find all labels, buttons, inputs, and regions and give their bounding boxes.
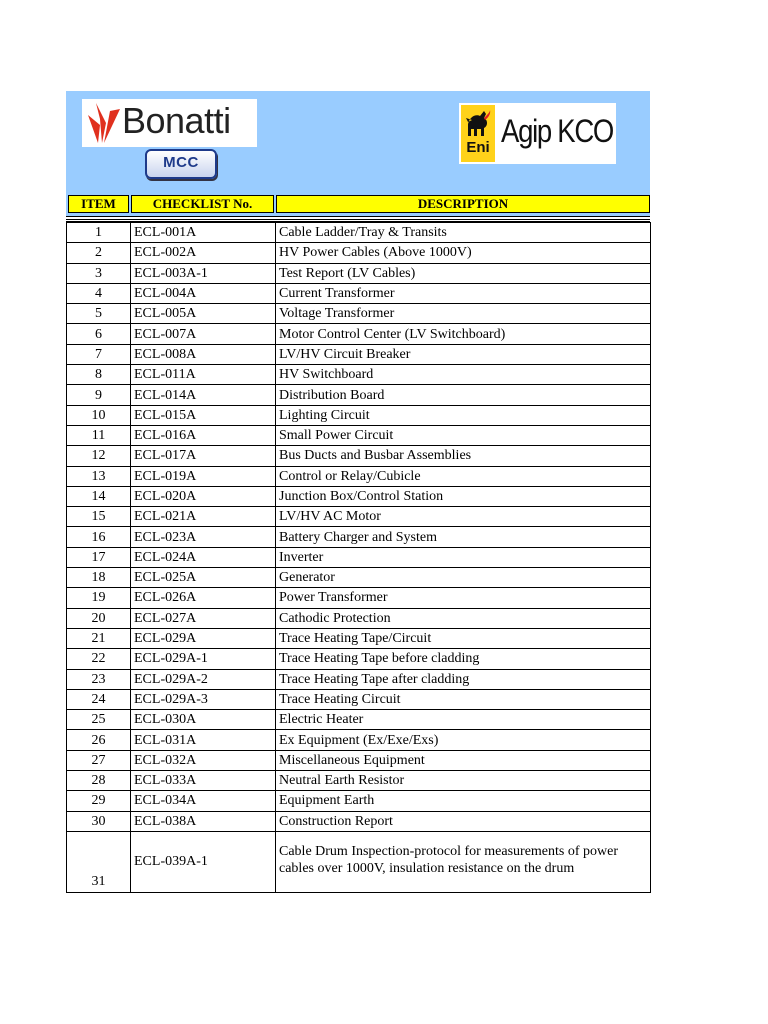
row-item-number: 14 [67,486,131,506]
table-row [67,649,651,669]
row-description: HV Power Cables (Above 1000V) [276,243,651,263]
eni-wordmark: Eni [466,139,490,156]
table-row [67,689,651,709]
table-row [67,710,651,730]
table-row [67,730,651,750]
row-checklist-no: ECL-007A [131,324,276,344]
row-description: LV/HV AC Motor [276,507,651,527]
row-checklist-no: ECL-029A-1 [131,649,276,669]
row-description: Bus Ducts and Busbar Assemblies [276,446,651,466]
row-description: Cathodic Protection [276,608,651,628]
row-checklist-no: ECL-029A-3 [131,689,276,709]
table-row [67,568,651,588]
row-checklist-no: ECL-032A [131,750,276,770]
row-description: Voltage Transformer [276,304,651,324]
table-row [67,425,651,445]
row-item-number: 31 [67,831,131,892]
row-description: Test Report (LV Cables) [276,263,651,283]
row-description: Trace Heating Tape before cladding [276,649,651,669]
row-checklist-no: ECL-004A [131,283,276,303]
row-description: Equipment Earth [276,791,651,811]
table-row [67,324,651,344]
agip-kco-logo [459,103,616,164]
row-checklist-no: ECL-026A [131,588,276,608]
logo-header [66,91,650,192]
eni-badge [461,105,495,162]
table-row [67,527,651,547]
row-checklist-no: ECL-016A [131,425,276,445]
row-item-number: 23 [67,669,131,689]
row-item-number: 15 [67,507,131,527]
row-description: Ex Equipment (Ex/Exe/Exs) [276,730,651,750]
row-item-number: 29 [67,791,131,811]
row-item-number: 13 [67,466,131,486]
table-row [67,223,651,243]
row-description: Small Power Circuit [276,425,651,445]
row-description: Trace Heating Circuit [276,689,651,709]
row-item-number: 27 [67,750,131,770]
table-row [67,588,651,608]
row-item-number: 26 [67,730,131,750]
row-checklist-no: ECL-002A [131,243,276,263]
row-item-number: 17 [67,547,131,567]
table-row [67,283,651,303]
row-checklist-no: ECL-005A [131,304,276,324]
table-row [67,405,651,425]
row-checklist-no: ECL-038A [131,811,276,831]
table-row [67,263,651,283]
row-item-number: 28 [67,771,131,791]
row-item-number: 6 [67,324,131,344]
row-description: LV/HV Circuit Breaker [276,344,651,364]
row-item-number: 2 [67,243,131,263]
table-row [67,507,651,527]
table-row [67,791,651,811]
table-row [67,466,651,486]
checklist-rows [67,223,651,893]
row-item-number: 8 [67,365,131,385]
row-item-number: 24 [67,689,131,709]
row-description: Construction Report [276,811,651,831]
row-item-number: 25 [67,710,131,730]
row-checklist-no: ECL-027A [131,608,276,628]
table-row [67,669,651,689]
table-row [67,547,651,567]
bonatti-wordmark: Bonatti [122,100,231,141]
table-row [67,243,651,263]
table-row [67,304,651,324]
header-description: DESCRIPTION [276,195,650,213]
row-checklist-no: ECL-024A [131,547,276,567]
mcc-logo [145,149,219,183]
row-description: Trace Heating Tape after cladding [276,669,651,689]
table-row [67,811,651,831]
row-description: Inverter [276,547,651,567]
table-row [67,344,651,364]
row-description: Miscellaneous Equipment [276,750,651,770]
table-row [67,385,651,405]
bonatti-mark-icon [86,103,122,143]
row-checklist-no: ECL-030A [131,710,276,730]
table-row [67,365,651,385]
row-item-number: 1 [67,223,131,243]
six-legged-dog-icon [464,108,492,138]
row-checklist-no: ECL-011A [131,365,276,385]
row-checklist-no: ECL-001A [131,223,276,243]
row-item-number: 5 [67,304,131,324]
row-checklist-no: ECL-014A [131,385,276,405]
row-checklist-no: ECL-019A [131,466,276,486]
row-description: Battery Charger and System [276,527,651,547]
row-checklist-no: ECL-008A [131,344,276,364]
row-description: Generator [276,568,651,588]
row-item-number: 19 [67,588,131,608]
checklist-sheet [66,91,650,893]
table-row [67,446,651,466]
row-item-number: 21 [67,628,131,648]
agip-wordmark: Agip KCO [501,113,614,149]
table-row [67,831,651,892]
row-item-number: 4 [67,283,131,303]
row-description: Junction Box/Control Station [276,486,651,506]
row-item-number: 3 [67,263,131,283]
row-description: Cable Ladder/Tray & Transits [276,223,651,243]
row-description: Distribution Board [276,385,651,405]
row-checklist-no: ECL-029A [131,628,276,648]
row-checklist-no: ECL-020A [131,486,276,506]
row-checklist-no: ECL-015A [131,405,276,425]
row-item-number: 16 [67,527,131,547]
row-checklist-no: ECL-029A-2 [131,669,276,689]
bonatti-logo [82,99,257,147]
mcc-wordmark: MCC [163,154,199,171]
row-description: Electric Heater [276,710,651,730]
row-checklist-no: ECL-021A [131,507,276,527]
row-item-number: 30 [67,811,131,831]
row-checklist-no: ECL-033A [131,771,276,791]
table-row [67,750,651,770]
row-description: Cable Drum Inspection-protocol for measurements of power cables over 1000V, insulation resistance on the drum [276,831,651,892]
row-checklist-no: ECL-034A [131,791,276,811]
row-checklist-no: ECL-031A [131,730,276,750]
table-row [67,628,651,648]
row-description: Power Transformer [276,588,651,608]
row-checklist-no: ECL-023A [131,527,276,547]
row-description: Neutral Earth Resistor [276,771,651,791]
row-item-number: 7 [67,344,131,364]
header-checklist-no: CHECKLIST No. [131,195,274,213]
row-description: Trace Heating Tape/Circuit [276,628,651,648]
header-item: ITEM [68,195,129,213]
row-checklist-no: ECL-025A [131,568,276,588]
row-item-number: 12 [67,446,131,466]
table-row [67,486,651,506]
row-checklist-no: ECL-003A-1 [131,263,276,283]
table-row [67,771,651,791]
row-checklist-no: ECL-017A [131,446,276,466]
row-item-number: 9 [67,385,131,405]
row-description: Motor Control Center (LV Switchboard) [276,324,651,344]
header-separator [66,216,650,222]
table-row [67,608,651,628]
row-item-number: 11 [67,425,131,445]
row-description: Current Transformer [276,283,651,303]
checklist-table [66,222,651,893]
row-checklist-no: ECL-039A-1 [131,831,276,892]
row-description: Lighting Circuit [276,405,651,425]
row-description: HV Switchboard [276,365,651,385]
row-description: Control or Relay/Cubicle [276,466,651,486]
row-item-number: 22 [67,649,131,669]
row-item-number: 18 [67,568,131,588]
row-item-number: 20 [67,608,131,628]
column-header-row [66,192,650,216]
row-item-number: 10 [67,405,131,425]
